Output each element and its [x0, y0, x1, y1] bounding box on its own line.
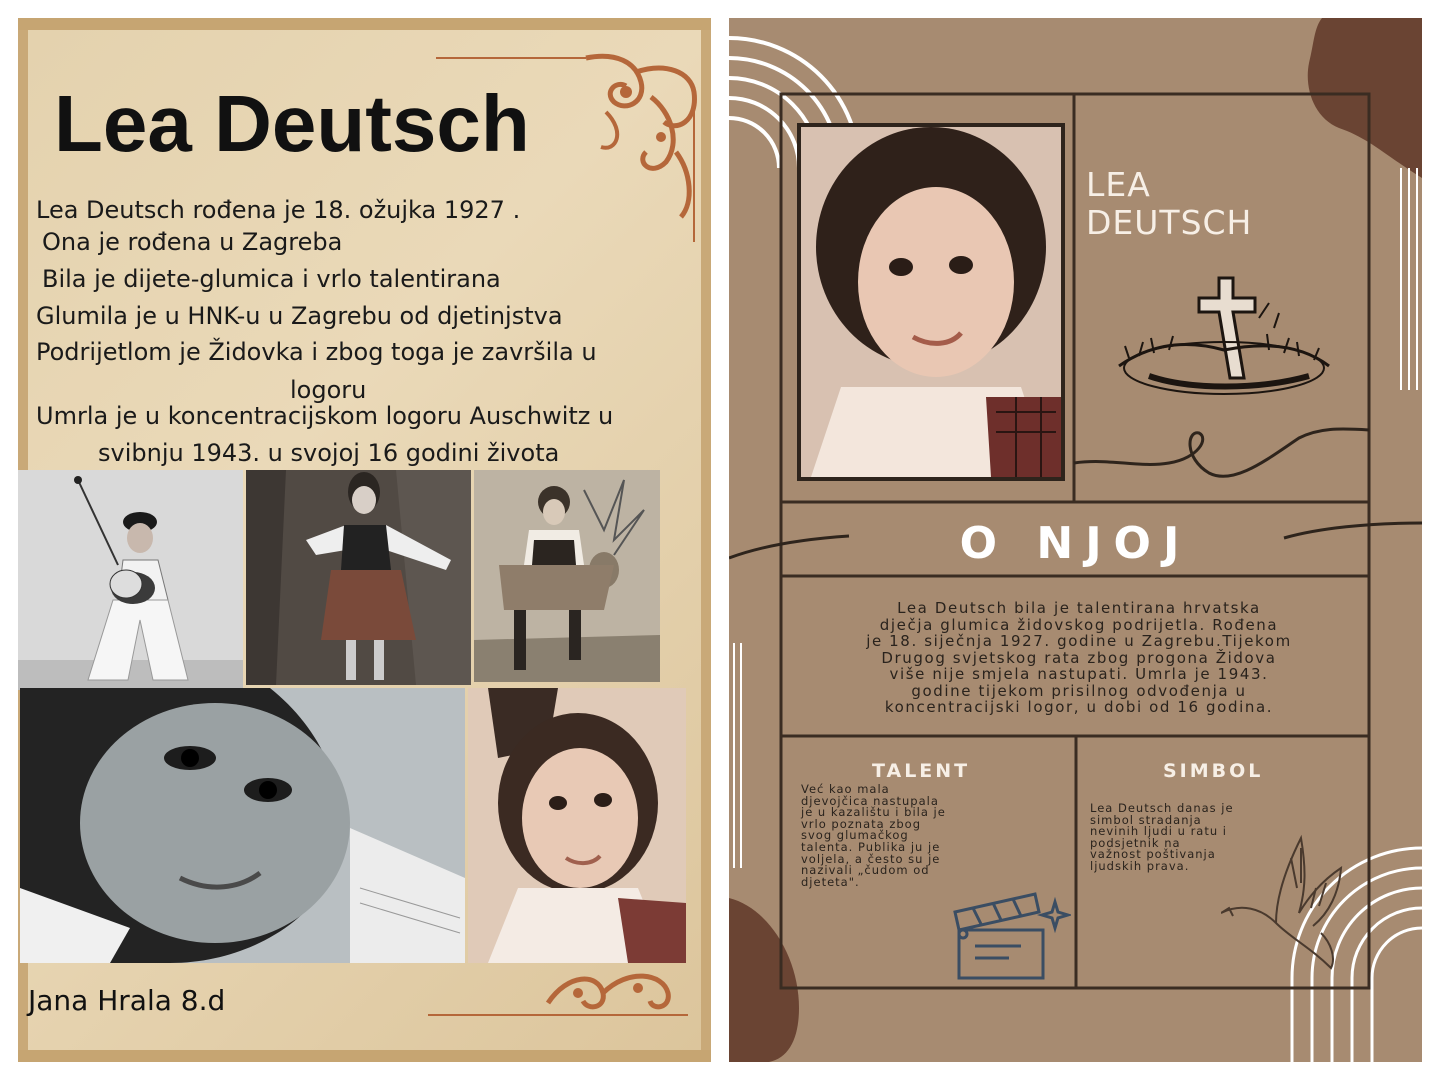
talent-line-8: nazivali „čudom od — [801, 863, 930, 878]
talent-line-9: djeteta". — [801, 874, 860, 889]
about-line-5: više nije smjela nastupati. Umrla je 1943. — [889, 665, 1269, 683]
about-line-4: Drugog svjetskog rata zbog progona Židova — [881, 648, 1277, 667]
right-poster-title — [1086, 166, 1252, 242]
simbol-line-5: važnost poštivanja — [1090, 847, 1216, 862]
left-poster-bottom-border — [18, 1050, 711, 1062]
bio-line-6: logoru — [290, 376, 367, 404]
simbol-heading: SIMBOL — [1163, 760, 1264, 782]
talent-line-3: je u kazalištu i bila je — [801, 805, 946, 820]
talent-line-1: Već kao mala — [801, 782, 890, 796]
bio-line-7: Umrla je u koncentracijskom logoru Auschwitz u — [36, 402, 614, 430]
simbol-line-6: ljudskih prava. — [1090, 858, 1190, 873]
bio-line-2: Ona je rođena u Zagreba — [42, 228, 343, 256]
talent-line-5: svog glumačkog — [801, 828, 909, 843]
bottom-ornament — [428, 963, 698, 1023]
photo-drummer — [18, 470, 243, 690]
simbol-text — [1090, 803, 1234, 873]
about-line-2: dječja glumica židovskog podrijetla. Rođena — [879, 615, 1279, 634]
talent-heading: TALENT — [872, 760, 971, 782]
grave-cross-icon — [1099, 258, 1339, 418]
talent-line-7: voljela, a često su je — [801, 851, 941, 866]
talent-line-6: talenta. Publika ju je — [801, 839, 941, 854]
about-line-3: je 18. siječnja 1927. godine u Zagrebu.Tijekom — [866, 632, 1292, 650]
photo-seated-girl — [474, 470, 660, 682]
right-title-line-1: LEA — [1086, 165, 1151, 204]
simbol-line-3: nevinih ljudi u ratu i — [1090, 824, 1227, 839]
simbol-line-4: podsjetnik na — [1090, 835, 1181, 850]
bio-line-5: Podrijetlom je Židovka i zbog toga je završila u — [36, 338, 597, 366]
simbol-line-1: Lea Deutsch danas je — [1090, 801, 1234, 815]
left-poster-top-border — [18, 18, 711, 30]
author-name: Jana Hrala 8.d — [28, 984, 226, 1017]
about-body — [809, 600, 1349, 716]
left-poster-title: Lea Deutsch — [54, 79, 530, 168]
about-line-1: Lea Deutsch bila je talentirana hrvatska — [897, 599, 1261, 617]
clapperboard-icon — [951, 890, 1071, 982]
photo-sepia-portrait — [468, 688, 686, 963]
dove-icon — [1221, 828, 1351, 978]
photo-singer — [246, 470, 471, 685]
simbol-line-2: simbol stradanja — [1090, 812, 1202, 827]
talent-line-2: djevojčica nastupala — [801, 793, 939, 808]
bio-line-1: Lea Deutsch rođena je 18. ožujka 1927 . — [36, 196, 521, 224]
talent-line-4: vrlo poznata zbog — [801, 816, 922, 831]
bio-line-4: Glumila je u HNK-u u Zagrebu od djetinjstva — [36, 302, 563, 330]
talent-text — [801, 784, 946, 888]
portrait-photo — [797, 123, 1065, 481]
right-poster — [729, 18, 1422, 1062]
bio-line-8: svibnju 1943. u svojoj 16 godini života — [98, 439, 560, 467]
bio-line-3: Bila je dijete-glumica i vrlo talentirana — [42, 265, 501, 293]
photo-closeup-bw — [20, 688, 465, 963]
left-poster — [18, 18, 711, 1062]
right-title-line-2: DEUTSCH — [1086, 203, 1253, 242]
about-line-6: godine tijekom prisilnog odvođenja u — [911, 681, 1247, 700]
about-line-7: koncentracijski logor, u dobi od 16 godina. — [884, 698, 1274, 716]
about-heading: O NJOJ — [959, 518, 1192, 569]
